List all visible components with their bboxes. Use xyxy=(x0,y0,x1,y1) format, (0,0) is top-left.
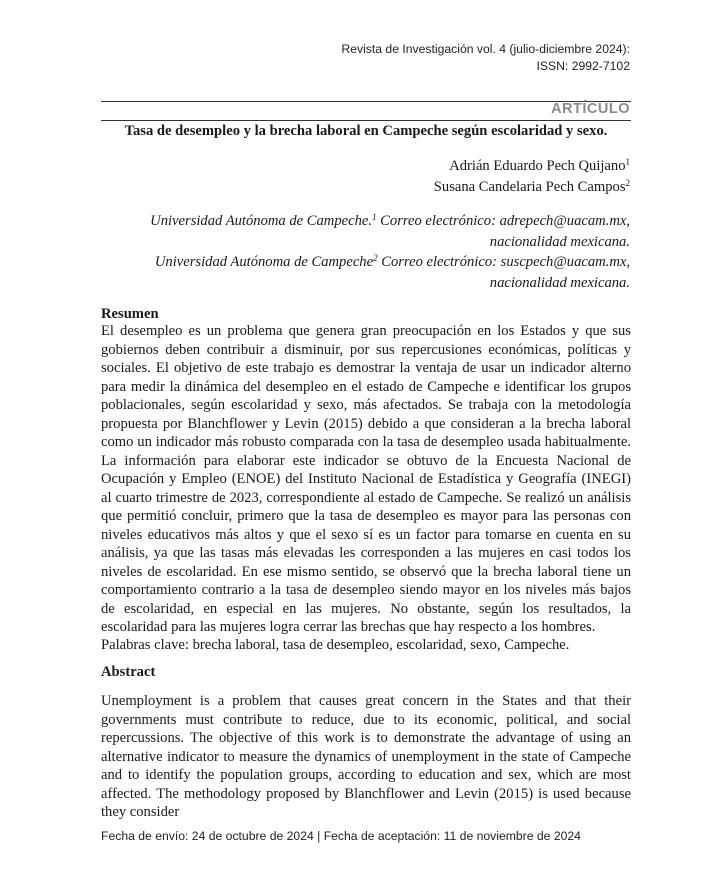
article-title: Tasa de desempleo y la brecha laboral en Campeche según escolaridad y sexo. xyxy=(101,120,631,140)
author-1-name: Adrián Eduardo Pech Quijano xyxy=(449,158,626,174)
article-type-label: ARTÍCULO xyxy=(551,101,630,117)
resumen-body: El desempleo es un problema que genera gran preocupación en los Estados y que sus gobiernos deben contribuir a disminuir, por sus repercusiones económicas, políticas y sociales. El objetivo de este trabajo es demostrar la ventaja de usar un indicador alterno para medir la dinámica del desempleo en el estado de Campeche e identificar los grupos poblacionales, según escolaridad y sexo, más afectados. Se trabaja con la metodología propuesta por Blanchflower y Levin (2015) debido a que consideran a la brecha laboral como un indicador más robusto comparada con la tasa de desempleo usada habitualmente. La información para elaborar este indicador se obtuvo de la Encuesta Nacional de Ocupación y Empleo (ENOE) del Instituto Nacional de Estadística y Geografía (INEGI) al cuarto trimestre de 2023, correspondiente al estado de Campeche. Se realizó un análisis que permitió concluir, primero que la tasa de desempleo es mayor para las personas con niveles educativos más altos y que el sexo sí es un factor para tomarse en cuenta en su análisis, ya que las tasas más elevadas les corresponden a las mujeres en casi todos los niveles de escolaridad. En ese mismo sentido, se observó que la brecha laboral tiene un comportamiento contrario a la tasa de desempleo siendo mayor en los niveles más bajos de escolaridad, en especial en las mujeres. No obstante, según los resultados, la escolaridad para las mujeres logra cerrar las brechas que hay respecto a los hombres. xyxy=(101,323,631,635)
affiliation-2 xyxy=(110,252,630,273)
author-2 xyxy=(434,177,630,198)
affiliation-1 xyxy=(110,211,630,232)
affiliation-1-email: Correo electrónico: adrepech@uacam.mx, xyxy=(376,213,630,229)
journal-volume-line: Revista de Investigación vol. 4 (julio-diciembre 2024): xyxy=(341,42,630,56)
affiliations xyxy=(110,211,630,293)
keywords: Palabras clave: brecha laboral, tasa de desempleo, escolaridad, sexo, Campeche. xyxy=(101,637,570,653)
affiliation-1-institution: Universidad Autónoma de Campeche. xyxy=(150,213,373,229)
affiliation-2-institution: Universidad Autónoma de Campeche xyxy=(154,254,374,270)
affiliation-2-sup: 2 xyxy=(373,253,378,263)
author-1 xyxy=(434,156,630,177)
author-1-sup: 1 xyxy=(625,157,630,167)
author-2-name: Susana Candelaria Pech Campos xyxy=(433,178,626,195)
journal-issn: ISSN: 2992-7102 xyxy=(536,59,630,73)
affiliation-2-nationality: nacionalidad mexicana. xyxy=(489,274,630,291)
author-2-sup: 2 xyxy=(625,177,630,188)
resumen-heading: Resumen xyxy=(101,306,159,322)
affiliation-1-sup: 1 xyxy=(372,212,377,222)
journal-header xyxy=(341,41,630,75)
abstract-body: Unemployment is a problem that causes great concern in the States and that their governments must contribute to reduce, due to its economic, political, and social repercussions. The objective of this work is to demonstrate the advantage of using an alternative indicator to measure the dynamics of unemployment in the state of Campeche and to identify the population groups, according to education and sex, which are most affected. The methodology proposed by Blanchflower and Levin (2015) is used because they consider xyxy=(101,693,631,820)
submission-dates-footer: Fecha de envío: 24 de octubre de 2024 | Fecha de aceptación: 11 de noviembre de 2024 xyxy=(101,829,581,843)
author-list xyxy=(434,156,630,197)
affiliation-1-nationality: nacionalidad mexicana. xyxy=(489,233,630,250)
abstract-heading: Abstract xyxy=(101,664,156,680)
affiliation-2-email: Correo electrónico: suscpech@uacam.mx, xyxy=(377,254,630,270)
